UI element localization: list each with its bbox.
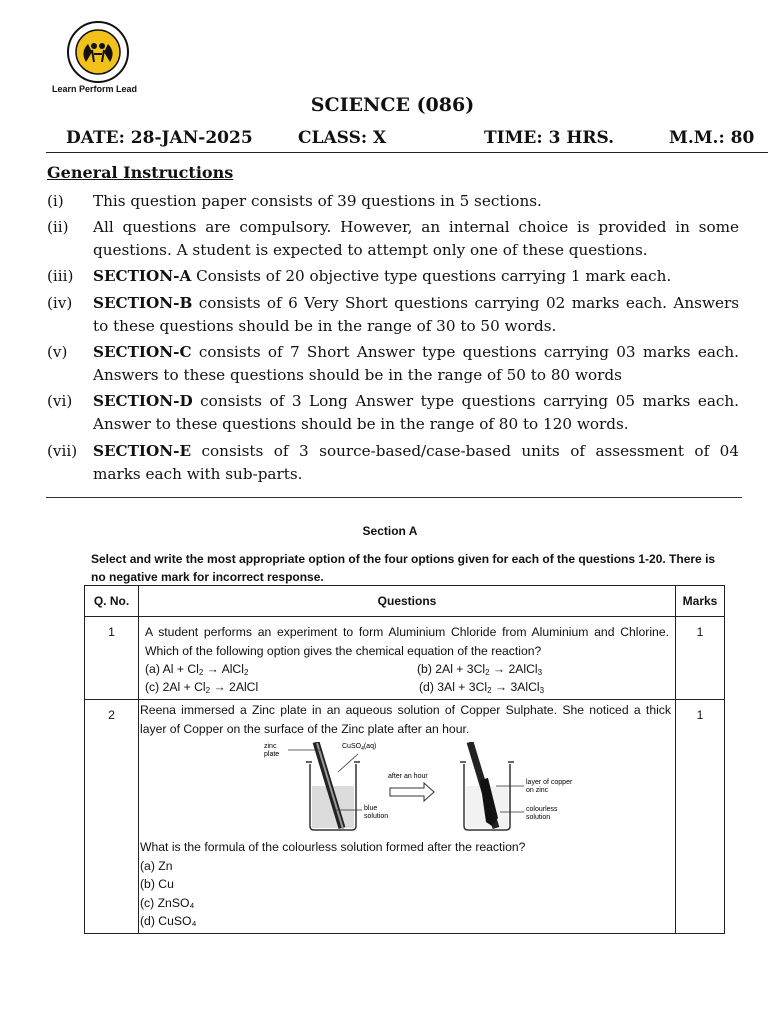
option-c: (c) ZnSO₄ <box>140 895 195 910</box>
section-label: SECTION-E <box>93 442 192 460</box>
exam-date: DATE: 28-JAN-2025 <box>66 128 253 148</box>
option-d: (d) $3Al + 3Cl_2$ → 3AlCl$_3$ <box>419 680 545 695</box>
question-text: Reena immersed a Zinc plate in an aqueous solution of Copper Sulphate. She noticed a thick layer of Copper on the surface of the Zinc plate after an hour. <box>140 703 671 736</box>
option-a: (a) $Al + Cl_2$ → AlCl$_2$ <box>145 662 249 677</box>
diagram-label-colourless-solution: solution <box>526 814 551 821</box>
question-table <box>84 585 725 934</box>
instruction-number: (ii) <box>47 218 69 236</box>
diagram-label-copper-layer: layer of copper <box>526 779 573 786</box>
section-instruction: Select and write the most appropriate option of the four options given for each of the questions 1-20. There is no negative mark for incorrect response. <box>91 552 716 584</box>
option-c: (c) $2Al + Cl_2$ → 2AlCl <box>145 680 259 695</box>
diagram-label-plate: plate <box>264 751 280 758</box>
header-divider <box>46 152 768 153</box>
question-number: 1 <box>85 617 139 700</box>
exam-time: TIME: 3 HRS. <box>484 128 615 148</box>
instructions-divider <box>46 497 742 498</box>
instruction-number: (vii) <box>47 442 78 460</box>
question-text: A student performs an experiment to form Aluminium Chloride from Aluminium and Chlorine. Which of the following option gives the chemical equation of the reaction? <box>145 625 669 658</box>
diagram-label-cuso4: CuSO$_4$(aq) <box>342 743 377 752</box>
question-prompt: What is the formula of the colourless solution formed after the reaction? <box>140 840 526 854</box>
instruction-text: SECTION-E consists of 3 source-based/case-based units of assessment of 04 marks each with sub-parts. <box>93 442 739 483</box>
column-header-questions: Questions <box>139 586 676 617</box>
option-grid <box>145 660 669 697</box>
instruction-number: (i) <box>47 192 64 210</box>
table-header-row <box>85 586 725 617</box>
question-number: 2 <box>85 700 139 934</box>
table-row <box>85 700 725 934</box>
column-header-qno: Q. No. <box>85 586 139 617</box>
instruction-text: SECTION-B consists of 6 Very Short questions carrying 02 marks each. Answers to these questions should be in the range of 30 to 50 words. <box>93 294 739 335</box>
instruction-text: SECTION-A Consists of 20 objective type questions carrying 1 mark each. <box>93 267 672 285</box>
instruction-text: All questions are compulsory. However, an internal choice is provided in some questions. A student is expected to attempt only one of these questions. <box>93 218 739 259</box>
diagram-label-zinc: zinc <box>264 743 277 750</box>
section-label: SECTION-A <box>93 267 192 285</box>
question-cell <box>139 617 676 700</box>
option-a: (a) Zn <box>140 858 173 873</box>
diagram-label-colourless: colourless <box>526 806 558 813</box>
instruction-number: (iii) <box>47 267 74 285</box>
question-marks: 1 <box>676 700 725 934</box>
logo-tagline: Learn Perform Lead <box>52 84 138 94</box>
exam-max-marks: M.M.: 80 <box>669 128 755 148</box>
section-label: SECTION-C <box>93 343 192 361</box>
section-label: SECTION-D <box>93 392 193 410</box>
instruction-text: This question paper consists of 39 questions in 5 sections. <box>93 192 542 210</box>
option-b: (b) $2Al + 3Cl_2$ → 2AlCl$_3$ <box>417 662 543 677</box>
option-d: (d) CuSO₄ <box>140 914 197 928</box>
instruction-number: (v) <box>47 343 68 361</box>
instruction-number: (iv) <box>47 294 73 312</box>
exam-class: CLASS: X <box>298 128 387 148</box>
table-row <box>85 617 725 700</box>
section-label: SECTION-B <box>93 294 193 312</box>
general-instructions-heading: General Instructions <box>47 163 234 182</box>
instruction-number: (vi) <box>47 392 73 410</box>
diagram-label-solution: solution <box>364 813 389 820</box>
option-b: (b) Cu <box>140 877 174 891</box>
zinc-copper-reaction-diagram <box>250 742 590 834</box>
diagram-label-on-zinc: on zinc <box>526 787 549 794</box>
column-header-marks: Marks <box>676 586 725 617</box>
question-marks: 1 <box>676 617 725 700</box>
question-cell <box>139 700 676 934</box>
instruction-text: SECTION-D consists of 3 Long Answer type questions carrying 05 marks each. Answer to these questions should be in the range of 80 to 120 words. <box>93 392 739 433</box>
diagram-label-after-hour: after an hour <box>388 773 428 780</box>
exam-meta-row <box>66 126 755 152</box>
instruction-text: SECTION-C consists of 7 Short Answer type questions carrying 03 marks each. Answers to these questions should be in the range of 50 to 80 words <box>93 343 739 384</box>
section-heading: Section A <box>362 524 418 538</box>
diagram-label-blue: blue <box>364 805 378 812</box>
page-title: SCIENCE (086) <box>310 94 475 116</box>
